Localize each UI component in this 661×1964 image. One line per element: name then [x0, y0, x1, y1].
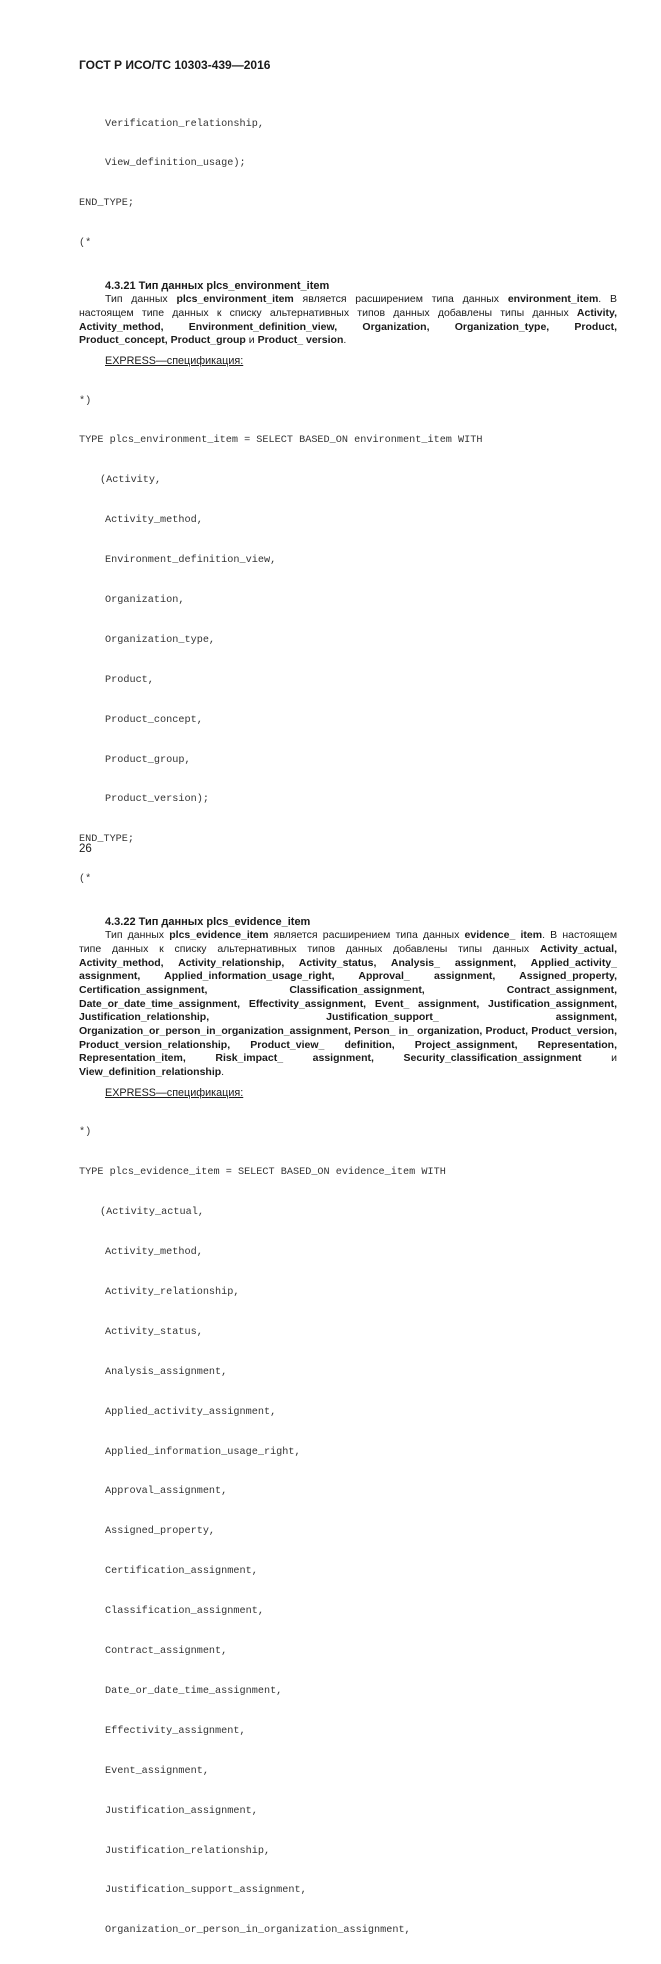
para-text: . В настоящем типе данных к списку альтернативных типов данных добавлены типы данных: [79, 929, 618, 955]
para-type-list: Activity_actual, Activity_method, Activity_relationship, Activity_status, Analysis_ assignment, Applied_activity_ assignment, Applied_information_usage_right, Approval_ assignment, Assigned_property, Certification_assignment, Classification_assignment, Contract_assignment, Date_or_date_time_assignment, Effectivity_assignment, Event_ assignment, Justification_assignment, Justification_relationship, Justification_support_ assignment, Organization_or_person_in_organization_assignment, Person_ in_ organization, Product, Product_version, Product_version_relationship, Product_view_ definition, Project_assignment, Representation, Representation_item, Risk_impact_ assignment, Security_classification_assignment: [79, 942, 617, 1065]
code-line: Assigned_property,: [105, 1526, 216, 1538]
para-type-name: evidence_ item: [464, 929, 543, 942]
code-line: Contract_assignment,: [105, 1646, 228, 1658]
code-line: Justification_relationship,: [105, 1845, 271, 1857]
section-paragraph-4-3-21: [79, 293, 617, 348]
para-text: является расширением типа данных: [273, 929, 460, 942]
code-line: Approval_assignment,: [105, 1486, 228, 1498]
code-line: Verification_relationship,: [105, 118, 264, 130]
para-text: является расширением типа данных: [302, 293, 500, 306]
code-line: Activity_status,: [105, 1326, 203, 1338]
para-text: .: [343, 334, 347, 347]
para-text: и: [248, 334, 255, 347]
code-line: Justification_support_assignment,: [105, 1885, 307, 1897]
code-line: Effectivity_assignment,: [105, 1725, 246, 1737]
express-spec-label: EXPRESS—спецификация:: [105, 354, 244, 367]
code-line: (*: [79, 874, 92, 886]
section-heading-prefix: Тип данных: [138, 280, 204, 293]
code-line: Product_concept,: [105, 714, 203, 726]
code-line: View_definition_usage);: [105, 158, 246, 170]
para-type-name: View_definition_relationship: [79, 1066, 222, 1079]
code-line: Applied_activity_assignment,: [105, 1406, 277, 1418]
section-heading-4-3-22: [79, 915, 617, 929]
section-number: 4.3.21: [105, 280, 136, 293]
section-heading-name: plcs_environment_item: [206, 280, 330, 293]
code-line: Environment_definition_view,: [105, 555, 277, 567]
code-line: Applied_information_usage_right,: [105, 1446, 301, 1458]
para-type-name: plcs_evidence_item: [169, 929, 269, 942]
code-line: Organization_type,: [105, 634, 216, 646]
code-line: Organization,: [105, 595, 185, 607]
para-type-name: Product_ version: [257, 334, 344, 347]
code-line: END_TYPE;: [79, 198, 135, 210]
document-header: ГОСТ Р ИСО/ТС 10303-439—2016: [79, 58, 271, 72]
para-text: Тип данных: [105, 293, 168, 306]
code-line: *): [79, 1127, 92, 1139]
para-type-name: environment_item: [507, 293, 599, 306]
code-line: Classification_assignment,: [105, 1606, 264, 1618]
section-paragraph-4-3-22: [79, 929, 617, 1080]
code-line: TYPE plcs_environment_item = SELECT BASED_ON environment_item WITH: [79, 435, 483, 447]
code-line: (Activity,: [100, 475, 162, 487]
para-type-list: Activity, Activity_method, Environment_definition_view, Organization, Organization_type, Product, Product_concept, Product_group: [79, 306, 617, 347]
code-line: TYPE plcs_evidence_item = SELECT BASED_ON evidence_item WITH: [79, 1167, 446, 1179]
code-block-environment: [79, 368, 617, 913]
code-block-evidence: [79, 1100, 617, 1964]
para-type-name: plcs_environment_item: [176, 293, 294, 306]
code-line: Certification_assignment,: [105, 1566, 258, 1578]
code-line: *): [79, 395, 92, 407]
code-line: Justification_assignment,: [105, 1805, 258, 1817]
section-heading-name: plcs_evidence_item: [206, 916, 311, 929]
code-line: Product_version);: [105, 794, 209, 806]
code-line: Analysis_assignment,: [105, 1366, 228, 1378]
code-line: Product_group,: [105, 754, 191, 766]
code-line: Activity_relationship,: [105, 1287, 240, 1299]
code-line: Product,: [105, 674, 154, 686]
section-number: 4.3.22: [105, 916, 136, 929]
code-line: Organization_or_person_in_organization_assignment,: [105, 1925, 411, 1937]
code-line: (*: [79, 238, 92, 250]
code-block-top: [79, 91, 617, 277]
para-text: и: [611, 1052, 617, 1065]
section-heading-4-3-21: [79, 279, 617, 293]
page-content: [79, 91, 617, 1964]
page-number: 26: [79, 843, 92, 855]
code-line: Activity_method,: [105, 515, 203, 527]
para-text: Тип данных: [105, 929, 165, 942]
code-line: Event_assignment,: [105, 1765, 209, 1777]
code-line: Activity_method,: [105, 1247, 203, 1259]
para-text: . В настоящем типе данных к списку альтернативных типов данных добавлены типы данных: [79, 293, 618, 319]
express-spec-label: EXPRESS—спецификация:: [105, 1086, 244, 1099]
code-line: Date_or_date_time_assignment,: [105, 1685, 283, 1697]
code-line: (Activity_actual,: [100, 1207, 204, 1219]
para-text: .: [221, 1066, 225, 1079]
section-heading-prefix: Тип данных: [138, 916, 204, 929]
code-line: END_TYPE;: [79, 834, 135, 846]
